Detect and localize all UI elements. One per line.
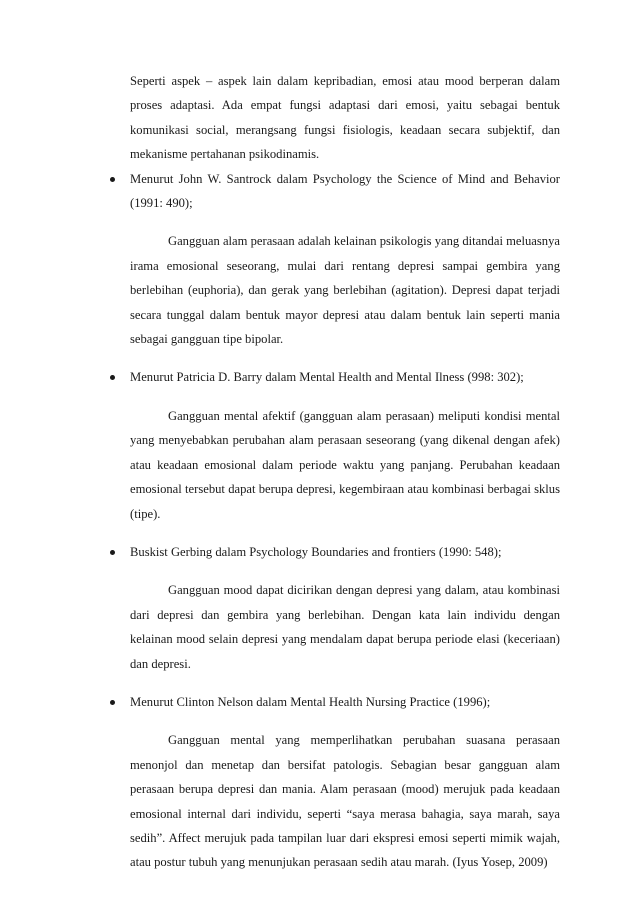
section-body: Gangguan mental yang memperlihatkan perubahan suasana perasaan menonjol dan menetap dan bersifat patologis. Sebagian besar gangguan alam perasaan berupa depresi dan mania. Alam perasaan (mood) merujuk pada keadaan emosional internal dari individu, seperti “saya merasa bahagia, saya marah, saya sedih”. Affect merujuk pada tampilan luar dari ekspresi emosi seperti mimik wajah, atau postur tubuh yang menunjukan perasaan sedih atau marah. (Iyus Yosep, 2009) — [130, 733, 560, 870]
page-content — [130, 69, 560, 875]
section-santrock — [130, 167, 560, 352]
intro-paragraph: Seperti aspek – aspek lain dalam kepribadian, emosi atau mood berperan dalam proses adaptasi. Ada empat fungsi adaptasi dari emosi, yaitu sebagai bentuk komunikasi social, merangsang fungsi fisiologis, keadaan secara subjektif, dan mekanisme pertahanan psikodinamis. — [130, 74, 560, 162]
bullet-icon — [110, 550, 115, 555]
section-heading: Menurut Clinton Nelson dalam Mental Health Nursing Practice (1996); — [130, 694, 491, 709]
section-body: Gangguan alam perasaan adalah kelainan psikologis yang ditandai meluasnya irama emosional seseorang, mulai dari rentang depresi sampai gembira yang berlebihan (euphoria), dan gerak yang berlebihan (agitation). Depresi dapat terjadi secara tunggal dalam bentuk mayor depresi atau dalam bentuk lain seperti mania sebagai gangguan tipe bipolar. — [130, 234, 560, 347]
section-nelson — [130, 690, 560, 875]
bullet-icon — [110, 177, 115, 182]
bullet-icon — [110, 375, 115, 380]
section-buskist — [130, 540, 560, 676]
section-heading: Buskist Gerbing dalam Psychology Boundaries and frontiers (1990: 548); — [130, 544, 502, 559]
section-heading: Menurut John W. Santrock dalam Psychology the Science of Mind and Behavior (1991: 490); — [130, 171, 560, 211]
section-barry — [130, 365, 560, 525]
section-body: Gangguan mood dapat dicirikan dengan depresi yang dalam, atau kombinasi dari depresi dan gembira yang berlebihan. Dengan kata lain individu dengan kelainan mood selain depresi yang mendalam dapat berupa periode elasi (keceriaan) dan depresi. — [130, 583, 560, 671]
bullet-icon — [110, 700, 115, 705]
section-heading: Menurut Patricia D. Barry dalam Mental Health and Mental Ilness (998: 302); — [130, 370, 524, 385]
section-body: Gangguan mental afektif (gangguan alam perasaan) meliputi kondisi mental yang menyebabkan perubahan alam perasaan seseorang (yang dikenal dengan afek) atau keadaan emosional dalam periode waktu yang panjang. Perubahan keadaan emosional tersebut dapat berupa depresi, kegembiraan atau kombinasi berbagai sklus (tipe). — [130, 408, 560, 521]
